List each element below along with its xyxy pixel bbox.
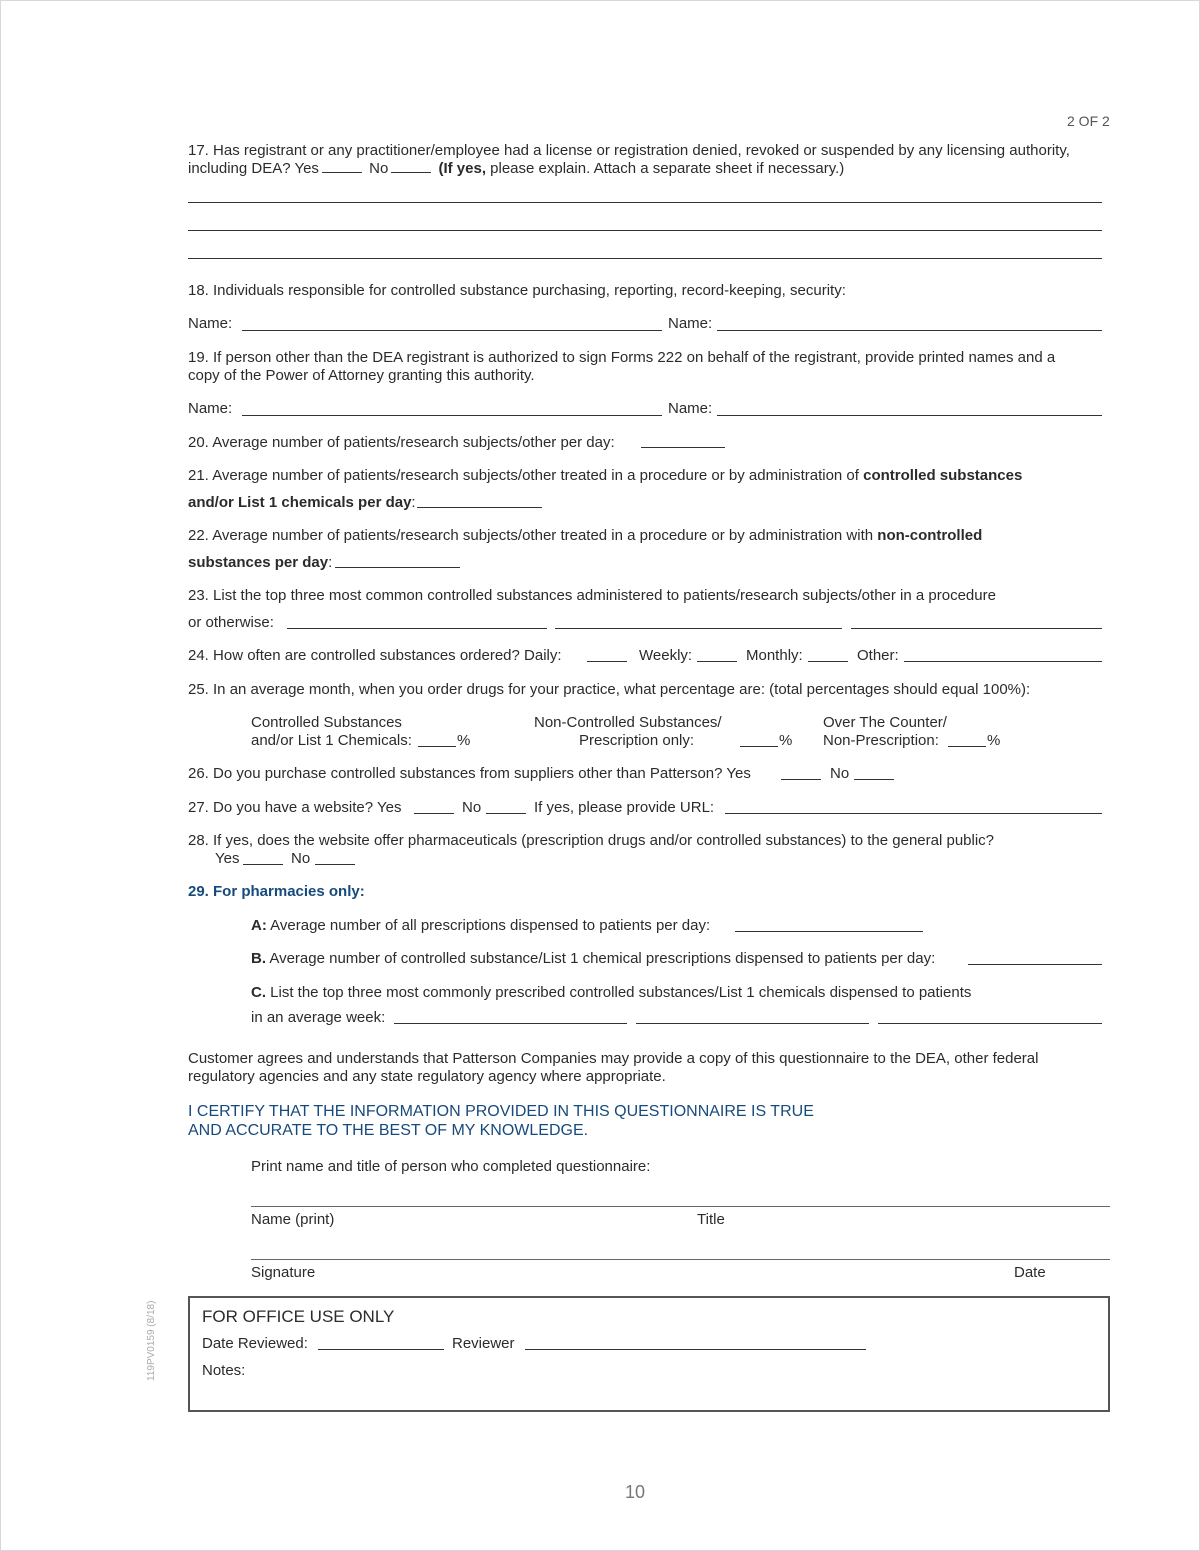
certify-line2: AND ACCURATE TO THE BEST OF MY KNOWLEDGE.: [188, 1122, 589, 1139]
reviewer-label: Reviewer: [452, 1335, 515, 1352]
q17-yes-label: including DEA? Yes: [188, 160, 319, 177]
q21-line2: [188, 494, 416, 512]
q29-c-line: [251, 984, 971, 1002]
q29-a-text: Average number of all prescriptions dispensed to patients per day:: [266, 917, 711, 934]
q17-explain-line-3[interactable]: [188, 258, 1102, 259]
q21-line1: [188, 467, 1022, 485]
q17-if-yes: (If yes,: [438, 160, 486, 177]
page-of-label: 2 OF 2: [1067, 113, 1110, 129]
q24-text: 24. How often are controlled substances ordered? Daily:: [188, 647, 562, 664]
q23-field-3[interactable]: [851, 628, 1102, 629]
signature-date-line[interactable]: [251, 1259, 1110, 1260]
q25-col1-line2: and/or List 1 Chemicals:: [251, 732, 412, 749]
date-reviewed-label: Date Reviewed:: [202, 1335, 308, 1352]
q25-col3-line2: Non-Prescription:: [823, 732, 939, 749]
q23-line1: 23. List the top three most common controlled substances administered to patients/research subjects/other in a procedure: [188, 587, 996, 604]
date-reviewed-field[interactable]: [318, 1349, 444, 1350]
q19-line2: copy of the Power of Attorney granting this authority.: [188, 367, 535, 384]
q18-name-field-1[interactable]: [242, 330, 662, 331]
q21-text: 21. Average number of patients/research subjects/other treated in a procedure or by administration of: [188, 467, 864, 484]
q24-monthly-label: Monthly:: [746, 647, 803, 664]
q25-text: 25. In an average month, when you order drugs for your practice, what percentage are: (total percentages should equal 100%):: [188, 681, 1031, 698]
name-print-label: Name (print): [251, 1211, 335, 1228]
q25-pct-1: %: [457, 732, 471, 749]
certify-line1: I CERTIFY THAT THE INFORMATION PROVIDED IN THIS QUESTIONNAIRE IS TRUE: [188, 1103, 814, 1120]
q29-b-text: Average number of controlled substance/List 1 chemical prescriptions dispensed to patients per day:: [266, 950, 936, 967]
q24-weekly-field[interactable]: [697, 661, 737, 662]
q17-no-label: No: [369, 160, 389, 177]
q29-c-field-3[interactable]: [878, 1023, 1102, 1024]
q17-explain-line-1[interactable]: [188, 202, 1102, 203]
q19-name-label-1: Name:: [188, 400, 233, 417]
q24-other-field[interactable]: [904, 661, 1102, 662]
q22-colon: :: [328, 554, 333, 571]
q27-url-field[interactable]: [725, 813, 1102, 814]
office-use-box: [188, 1296, 1110, 1412]
q29-c-field-1[interactable]: [394, 1023, 627, 1024]
notes-label: Notes:: [202, 1362, 246, 1379]
q24-monthly-field[interactable]: [808, 661, 848, 662]
q25-noncontrolled-pct-field[interactable]: [740, 746, 778, 747]
q20-field[interactable]: [641, 447, 725, 448]
q28-text: 28. If yes, does the website offer pharmaceuticals (prescription drugs and/or controlled substances) to the general public?: [188, 832, 995, 849]
q21-field[interactable]: [417, 507, 542, 508]
q17-explain: please explain. Attach a separate sheet if necessary.): [486, 160, 845, 177]
q28-no-label: No: [291, 850, 311, 867]
q21-colon: :: [411, 494, 416, 511]
q29-a-label: A:: [251, 917, 267, 934]
office-use-title: FOR OFFICE USE ONLY: [202, 1307, 395, 1326]
signature-label: Signature: [251, 1264, 316, 1281]
q22-bold-2: substances per day: [188, 554, 329, 571]
q18-name-label-1: Name:: [188, 315, 233, 332]
q19-name-label-2: Name:: [668, 400, 713, 417]
q28-no-field[interactable]: [315, 864, 355, 865]
q24-weekly-label: Weekly:: [639, 647, 693, 664]
q27-url-label: If yes, please provide URL:: [534, 799, 715, 816]
q29-a-line: [251, 917, 710, 935]
q22-bold-1: non-controlled: [877, 527, 983, 544]
q25-col2-line2: Prescription only:: [579, 732, 695, 749]
q23-field-1[interactable]: [287, 628, 547, 629]
page-number: 10: [625, 1482, 646, 1502]
q18-text: 18. Individuals responsible for controlled substance purchasing, reporting, record-keeping, security:: [188, 282, 846, 299]
q26-no-label: No: [830, 765, 850, 782]
q27-no-label: No: [462, 799, 482, 816]
q25-col1-line1: Controlled Substances: [251, 714, 402, 731]
q27-no-field[interactable]: [486, 813, 526, 814]
q21-bold-2: and/or List 1 chemicals per day: [188, 494, 412, 511]
q25-col3-line1: Over The Counter/: [823, 714, 947, 731]
q25-col2-line1: Non-Controlled Substances/: [534, 714, 722, 731]
q29-b-line: [251, 950, 935, 968]
print-name-instruction: Print name and title of person who completed questionnaire:: [251, 1158, 651, 1175]
q24-daily-field[interactable]: [587, 661, 627, 662]
q26-text: 26. Do you purchase controlled substances from suppliers other than Patterson? Yes: [188, 765, 751, 782]
q18-name-label-2: Name:: [668, 315, 713, 332]
q17-line2: [188, 159, 844, 178]
q17-line1: 17. Has registrant or any practitioner/employee had a license or registration denied, revoked or suspended by any licensing authority,: [188, 142, 1070, 159]
q25-otc-pct-field[interactable]: [948, 746, 986, 747]
q19-name-field-2[interactable]: [717, 415, 1102, 416]
q19-name-field-1[interactable]: [242, 415, 662, 416]
q29-c-field-2[interactable]: [636, 1023, 869, 1024]
q22-text: 22. Average number of patients/research subjects/other treated in a procedure or by administration with: [188, 527, 878, 544]
date-label: Date: [1014, 1264, 1046, 1281]
q18-name-field-2[interactable]: [717, 330, 1102, 331]
q22-field[interactable]: [335, 567, 460, 568]
q28-yes-field[interactable]: [243, 864, 283, 865]
q29-c-text: List the top three most commonly prescribed controlled substances/List 1 chemicals dispensed to patients: [266, 984, 972, 1001]
q17-no-blank[interactable]: [391, 159, 431, 173]
title-label: Title: [697, 1211, 725, 1228]
q27-text: 27. Do you have a website? Yes: [188, 799, 402, 816]
q17-explain-line-2[interactable]: [188, 230, 1102, 231]
q21-bold-1: controlled substances: [863, 467, 1023, 484]
q27-yes-field[interactable]: [414, 813, 454, 814]
q26-no-field[interactable]: [854, 779, 894, 780]
q23-field-2[interactable]: [555, 628, 842, 629]
q29-b-field[interactable]: [968, 964, 1102, 965]
q29-c-line2: in an average week:: [251, 1009, 386, 1026]
q25-controlled-pct-field[interactable]: [418, 746, 456, 747]
q25-pct-2: %: [779, 732, 793, 749]
reviewer-field[interactable]: [525, 1349, 866, 1350]
q26-yes-field[interactable]: [781, 779, 821, 780]
q23-line2: or otherwise:: [188, 614, 274, 631]
agreement-line1: Customer agrees and understands that Patterson Companies may provide a copy of this questionnaire to the DEA, other federal: [188, 1050, 1039, 1067]
q29-a-field[interactable]: [735, 931, 923, 932]
q29-c-label: C.: [251, 984, 266, 1001]
q29-heading: 29. For pharmacies only:: [188, 883, 365, 900]
q24-other-label: Other:: [857, 647, 899, 664]
q29-b-label: B.: [251, 950, 266, 967]
side-form-code: 119PV0159 (8/18): [146, 1300, 157, 1381]
q17-yes-blank[interactable]: [322, 159, 362, 173]
q28-yes-label: Yes: [215, 850, 240, 867]
agreement-line2: regulatory agencies and any state regulatory agency where appropriate.: [188, 1068, 666, 1085]
q19-line1: 19. If person other than the DEA registrant is authorized to sign Forms 222 on behalf of the registrant, provide printed names and a: [188, 349, 1056, 366]
q22-line1: [188, 527, 982, 545]
q22-line2: [188, 554, 332, 572]
q25-pct-3: %: [987, 732, 1001, 749]
name-title-line[interactable]: [251, 1206, 1110, 1207]
q20-text: 20. Average number of patients/research subjects/other per day:: [188, 434, 615, 451]
